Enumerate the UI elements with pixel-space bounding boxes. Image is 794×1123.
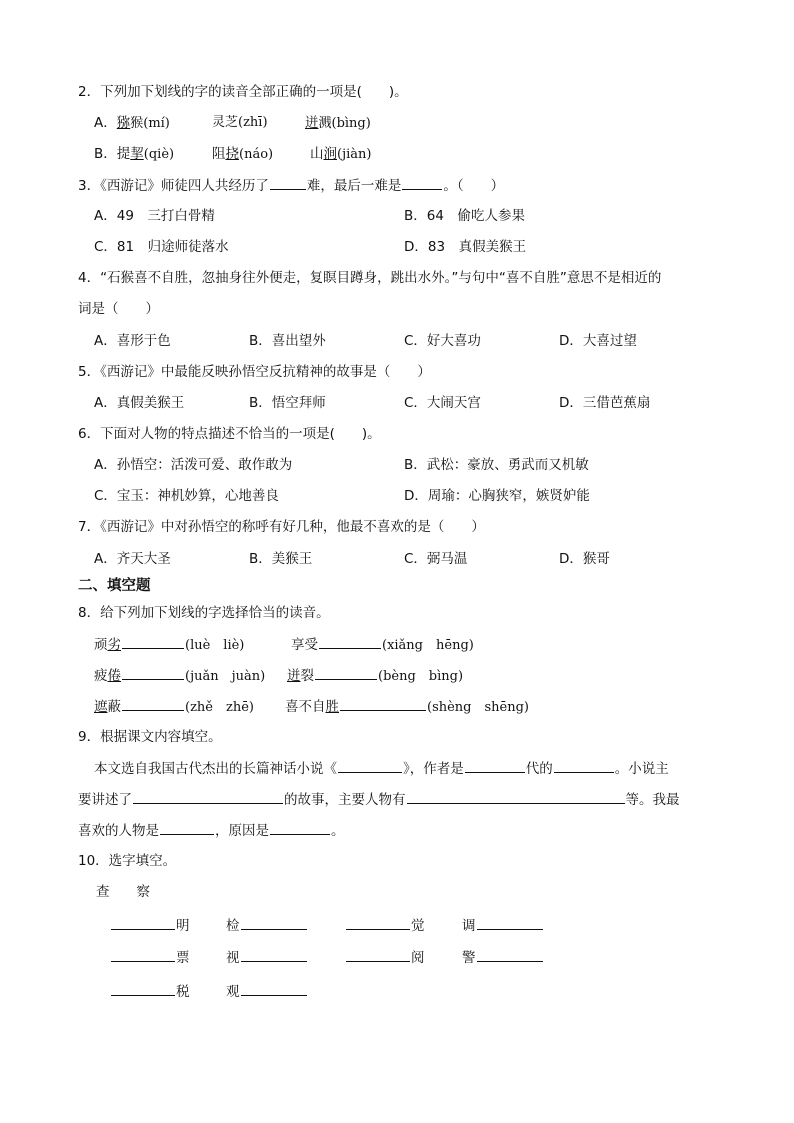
q9-blank-favorite[interactable] (160, 820, 214, 835)
q2-b-w2-left: 阻 (212, 146, 226, 162)
q5-stem: 5．《西游记》中最能反映孙悟空反抗精神的故事是（ ） (78, 364, 431, 380)
q3-option-c: C．81 归途师徒落水 (94, 239, 229, 255)
q10-row1-item2 (226, 915, 308, 936)
q9-para-line2 (78, 789, 680, 810)
q2-option-a (94, 113, 170, 134)
q10-blank[interactable] (241, 947, 307, 962)
q7-stem: 7．《西游记》中对孙悟空的称呼有好几种，他最不喜欢的是（ ） (78, 519, 485, 535)
q8-item-3-blank[interactable] (122, 665, 184, 680)
q2-b-w1-rest: (qiè) (143, 147, 175, 162)
q10-char: 明 (176, 918, 190, 934)
q10-blank[interactable] (111, 915, 175, 930)
q9-p3-c: 。 (331, 823, 345, 839)
q8-item-3-underlined: 倦 (107, 668, 121, 684)
q5-option-c: C．大闹天宫 (404, 395, 481, 411)
q10-char: 税 (176, 984, 190, 1000)
q7-option-c: C．弼马温 (404, 551, 468, 567)
q3-stem-part-b: 难，最后一难是 (306, 178, 402, 194)
q6-option-b: B．武松：豪放、勇武而又机敏 (404, 457, 589, 473)
q10-row2-item2 (226, 947, 308, 968)
q7-option-a: A．齐天大圣 (94, 551, 171, 567)
q8-item-2-pinyin: (xiǎng hēng) (382, 638, 474, 653)
q2-a-w3-underlined: 迸 (305, 115, 319, 131)
q3-stem-part-c: 。（ ） (443, 178, 505, 194)
q3-option-b: B．64 偷吃人参果 (404, 208, 525, 224)
q9-p2-c: 等。我最 (625, 792, 680, 808)
q8-item-5 (94, 696, 254, 718)
q3-stem-part-a: 3．《西游记》师徒四人共经历了 (78, 178, 269, 194)
q6-option-c: C．宝玉：神机妙算，心地善良 (94, 488, 279, 504)
q9-blank-author[interactable] (554, 758, 614, 773)
q10-row3-item1 (110, 981, 190, 1002)
q8-item-2 (291, 634, 474, 656)
q9-blank-dynasty[interactable] (465, 758, 525, 773)
q2-b-w3-left: 山 (310, 146, 324, 162)
q10-blank[interactable] (346, 915, 410, 930)
q10-row3-item2 (226, 981, 308, 1002)
q2-b-w3 (310, 144, 371, 165)
q4-stem-line1: 4．“石猴喜不自胜，忽抽身往外便走，复瞑目蹲身，跳出水外。”与句中“喜不自胜”意思不是相近的 (78, 270, 662, 286)
q4-option-c: C．好大喜功 (404, 333, 481, 349)
q2-b-w2-rest: (náo) (239, 147, 274, 162)
q2-option-b (94, 144, 174, 165)
q2-stem: 2．下列加下划线的字的读音全部正确的一项是( )。 (78, 84, 408, 100)
q3-blank-2[interactable] (402, 175, 442, 190)
q4-option-a: A．喜形于色 (94, 333, 171, 349)
q9-para-line3 (78, 820, 345, 841)
q8-item-5-underlined: 遮 (94, 699, 108, 715)
q3-blank-1[interactable] (270, 175, 306, 190)
q9-blank-reason[interactable] (270, 820, 330, 835)
q8-item-4-post: 裂 (300, 668, 314, 684)
q5-option-a: A．真假美猴王 (94, 395, 185, 411)
q9-para-line1 (94, 758, 669, 779)
q9-p3-a: 喜欢的人物是 (78, 823, 159, 839)
q2-a-w3-rest: 溅(bìng) (318, 116, 371, 131)
q9-p1-d: 。小说主 (614, 761, 669, 777)
q4-stem-line2: 词是（ ） (78, 301, 159, 317)
q9-p3-b: ，原因是 (215, 823, 269, 839)
q8-item-1-underlined: 劣 (107, 637, 121, 653)
q8-item-2-pre: 享 (291, 637, 305, 653)
q8-item-1-pre: 顽 (94, 637, 108, 653)
q4-option-b: B．喜出望外 (249, 333, 326, 349)
q10-row2-item3 (345, 947, 425, 968)
q10-row1-item3 (345, 915, 425, 936)
q8-item-4 (287, 665, 463, 687)
q10-char: 票 (176, 950, 190, 966)
q8-item-6-pre: 喜不自 (285, 699, 326, 715)
q9-blank-book[interactable] (338, 758, 402, 773)
q8-item-5-pinyin: (zhě zhē) (185, 700, 254, 715)
q8-item-3-pinyin: (juǎn juàn) (185, 669, 266, 684)
q2-b-w1-underlined: 挈 (130, 146, 144, 162)
q10-blank[interactable] (241, 981, 307, 996)
q9-blank-story[interactable] (133, 789, 283, 804)
q6-option-d: D．周瑜：心胸狭窄，嫉贤妒能 (404, 488, 590, 504)
q6-option-a: A．孙悟空：活泼可爱、敢作敢为 (94, 457, 293, 473)
q10-char: 阅 (411, 950, 425, 966)
q9-p2-a: 要讲述了 (78, 792, 132, 808)
q2-a-w1-rest: 猴(mí) (130, 116, 170, 131)
q2-b-w3-rest: (jiàn) (337, 147, 372, 162)
q10-blank[interactable] (477, 915, 543, 930)
section-2-heading: 二、填空题 (78, 578, 151, 594)
q8-stem: 8．给下列加下划线的字选择恰当的读音。 (78, 605, 330, 621)
q10-char: 检 (226, 918, 240, 934)
q3-stem (78, 175, 504, 196)
q8-item-5-post: 蔽 (107, 699, 121, 715)
q9-stem: 9．根据课文内容填空。 (78, 729, 222, 745)
q8-item-4-blank[interactable] (315, 665, 377, 680)
q2-a-w2: 灵芝(zhī) (212, 115, 268, 130)
q8-item-1 (94, 634, 244, 656)
q9-p1-b: 》，作者是 (403, 761, 464, 777)
q3-option-a: A．49 三打白骨精 (94, 208, 215, 224)
q10-blank[interactable] (111, 947, 175, 962)
q4-option-d: D．大喜过望 (559, 333, 637, 349)
q2-a-label: A． (94, 115, 117, 131)
q2-b-w2 (212, 144, 273, 165)
q9-p2-b: 的故事，主要人物有 (284, 792, 406, 808)
q2-a-w1-underlined: 猕 (116, 115, 131, 131)
q9-p1-a: 本文选自我国古代杰出的长篇神话小说《 (94, 761, 337, 777)
q10-char: 警 (462, 950, 476, 966)
q8-item-1-pinyin: (luè liè) (185, 638, 245, 653)
q10-blank[interactable] (111, 981, 175, 996)
q8-item-5-blank[interactable] (122, 696, 184, 711)
q10-char: 调 (462, 918, 476, 934)
q7-option-b: B．美猴王 (249, 551, 313, 567)
q10-row1-item1 (110, 915, 190, 936)
q7-option-d: D．猴哥 (559, 551, 610, 567)
q2-b-label: B．提 (94, 146, 131, 162)
q8-item-3-pre: 疲 (94, 668, 108, 684)
q8-item-6-underlined: 胜 (325, 699, 339, 715)
q8-item-6-pinyin: (shèng shēng) (427, 700, 530, 715)
q2-b-w2-underlined: 挠 (225, 146, 239, 162)
q10-blank[interactable] (241, 915, 307, 930)
q2-b-w3-underlined: 涧 (323, 146, 337, 162)
q10-row2-item1 (110, 947, 190, 968)
q8-item-4-underlined: 迸 (287, 668, 301, 684)
q10-row1-item4 (462, 915, 544, 936)
q8-item-4-pinyin: (bèng bìng) (378, 669, 464, 684)
q10-char: 视 (226, 950, 240, 966)
q8-item-6 (285, 696, 529, 718)
q2-a-w3 (305, 113, 371, 134)
q10-stem: 10．选字填空。 (78, 853, 177, 869)
q8-item-2-post: 受 (304, 637, 318, 653)
q10-row2-item4 (462, 947, 544, 968)
q8-item-6-blank[interactable] (340, 696, 426, 711)
q10-choices: 查 察 (96, 884, 150, 900)
q3-option-d: D．83 真假美猴王 (404, 239, 527, 255)
q8-item-2-blank[interactable] (319, 634, 381, 649)
q6-stem: 6．下面对人物的特点描述不恰当的一项是( )。 (78, 426, 381, 442)
q10-char: 观 (226, 984, 240, 1000)
q9-blank-characters[interactable] (407, 789, 625, 804)
q5-option-b: B．悟空拜师 (249, 395, 326, 411)
q9-p1-c: 代的 (525, 761, 553, 777)
q8-item-1-blank[interactable] (122, 634, 184, 649)
q10-blank[interactable] (477, 947, 543, 962)
q10-blank[interactable] (346, 947, 410, 962)
q10-char: 觉 (411, 918, 425, 934)
q8-item-3 (94, 665, 265, 687)
q5-option-d: D．三借芭蕉扇 (559, 395, 651, 411)
